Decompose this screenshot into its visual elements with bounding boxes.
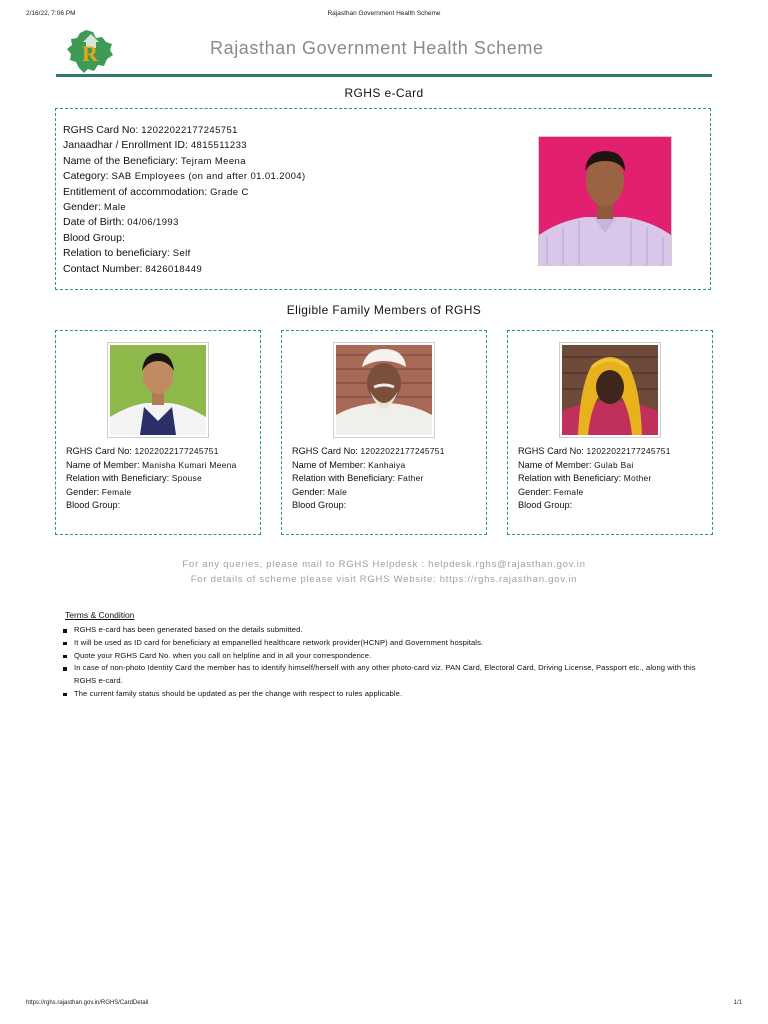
member-gender: Gender: Female (518, 486, 584, 497)
member-card-no: RGHS Card No: 12022022177245751 (292, 446, 445, 456)
member-card-no: RGHS Card No: 12022022177245751 (518, 446, 671, 456)
print-header (26, 10, 742, 22)
member-photo (107, 342, 209, 438)
svg-text:R: R (82, 41, 98, 66)
terms-item: RGHS e-card has been generated based on the details submitted. (74, 624, 720, 637)
field-category: Category: SAB Employees (on and after 01.01.2004) (63, 170, 306, 183)
rajasthan-map-logo-icon (66, 28, 114, 74)
field-janaadhar: Janaadhar / Enrollment ID: 4815511233 (63, 139, 247, 152)
ecard-heading: RGHS e-Card (344, 86, 424, 100)
helpdesk-website-text: For details of scheme please visit RGHS Website: https://rghs.rajasthan.gov.in (190, 574, 578, 585)
terms-heading: Terms & Condition (65, 610, 135, 620)
family-heading: Eligible Family Members of RGHS (286, 303, 482, 317)
field-relation: Relation to beneficiary: Self (63, 247, 191, 260)
member-blood-group: Blood Group: (292, 500, 347, 511)
member-fields (66, 445, 254, 513)
beneficiary-photo (538, 136, 672, 266)
terms-item: Quote your RGHS Card No. when you call on helpline and in all your correspondence. (74, 650, 720, 663)
terms-item: In case of non-photo Identity Card the member has to identify himself/herself with any other photo-card viz. PAN Card, Electoral Card, Driving License, Passport etc., along with this RGHS e-card. (74, 662, 720, 688)
member-fields (518, 445, 706, 513)
brand-title: Rajasthan Government Health Scheme (210, 38, 544, 58)
field-dob: Date of Birth: 04/06/1993 (63, 216, 179, 229)
member-name: Name of Member: Gulab Bai (518, 459, 634, 470)
terms-item: The current family status should be updated as per the change with respect to rules applicable. (74, 688, 720, 701)
beneficiary-card (55, 108, 711, 290)
print-title: Rajasthan Government Health Scheme (327, 10, 441, 17)
field-card-no: RGHS Card No: 12022022177245751 (63, 124, 238, 136)
helpdesk-mail-text: For any queries, please mail to RGHS Helpdesk : helpdesk.rghs@rajasthan.gov.in (182, 559, 586, 570)
field-beneficiary-name: Name of the Beneficiary: Tejram Meena (63, 154, 246, 167)
member-name: Name of Member: Kanhaiya (292, 459, 406, 470)
family-member-card (281, 330, 487, 535)
member-gender: Gender: Male (292, 486, 348, 497)
member-blood-group: Blood Group: (66, 500, 121, 511)
brand-header (56, 28, 712, 76)
print-datetime: 2/16/22, 7:06 PM (26, 10, 76, 17)
field-blood-group: Blood Group: (63, 231, 125, 244)
member-card-no: RGHS Card No: 12022022177245751 (66, 446, 219, 456)
member-name: Name of Member: Manisha Kumari Meena (66, 459, 237, 470)
member-blood-group: Blood Group: (518, 500, 573, 511)
field-entitlement: Entitlement of accommodation: Grade C (63, 185, 249, 198)
header-divider (56, 74, 712, 77)
member-relation: Relation with Beneficiary: Father (292, 473, 424, 484)
family-member-card (507, 330, 713, 535)
member-photo (333, 342, 435, 438)
member-photo (559, 342, 661, 438)
print-footer (26, 1000, 742, 1010)
member-gender: Gender: Female (66, 486, 132, 497)
member-relation: Relation with Beneficiary: Spouse (66, 473, 202, 484)
print-url: https://rghs.rajasthan.gov.in/RGHS/CardDetail (26, 1000, 149, 1006)
field-gender: Gender: Male (63, 201, 127, 214)
beneficiary-fields (63, 123, 306, 277)
page-number: 1/1 (733, 1000, 742, 1006)
terms-list (60, 624, 720, 701)
member-fields (292, 445, 480, 513)
terms-item: It will be used as ID card for beneficiary at empanelled healthcare network provider(HCNP) and Government hospitals. (74, 637, 720, 650)
member-relation: Relation with Beneficiary: Mother (518, 473, 652, 484)
field-contact: Contact Number: 8426018449 (63, 262, 203, 275)
family-member-card (55, 330, 261, 535)
terms-section (60, 610, 720, 701)
